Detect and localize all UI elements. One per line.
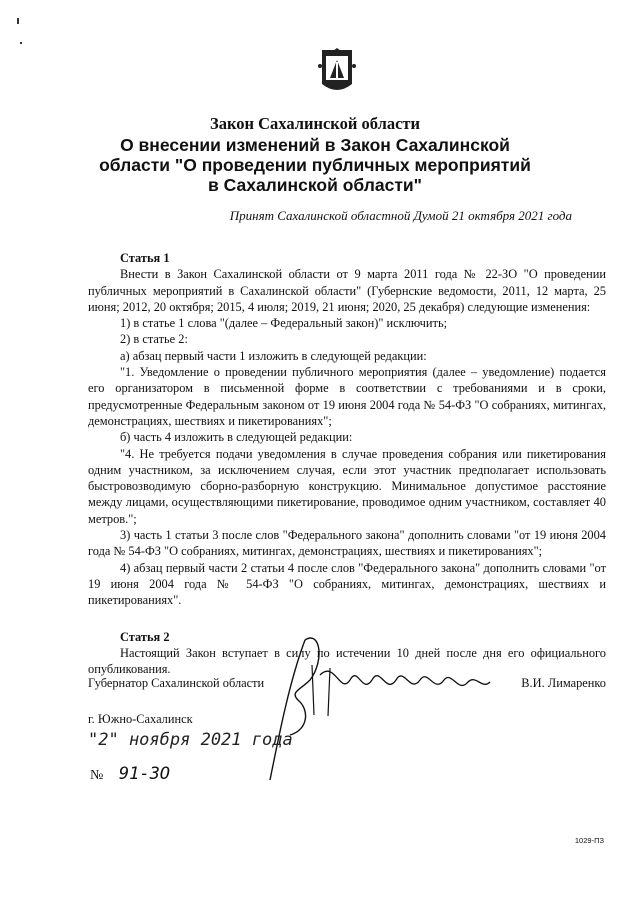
law-number-line (90, 764, 170, 784)
law-title-line-2: области "О проведении публичных мероприятий (99, 155, 531, 175)
law-body (88, 250, 606, 677)
article-1-paragraph: а) абзац первый части 1 изложить в следующей редакции: (120, 348, 427, 363)
form-code: 1029-ПЗ (574, 836, 604, 845)
article-1-paragraph: "1. Уведомление о проведении публичного мероприятия (далее – уведомление) подается его организатором в письменной форме в соответствии с требованиями и в сроки, предусмотренные Федеральным законом от 19 июня 2004 года № 54-ФЗ "О собраниях, митингах, демонстрациях, шествиях и пикетированиях"; (88, 365, 606, 428)
article-1-heading: Статья 1 (120, 251, 170, 265)
article-1-paragraph: 4) абзац первый части 2 статьи 4 после слов "Федерального закона" дополнить словами "от 19 июня 2004 года № 54-ФЗ "О собраниях, митингах, демонстрациях, шествиях и пикетированиях". (88, 560, 606, 608)
law-title-line-3: в Сахалинской области" (208, 175, 422, 195)
handwritten-signature (250, 620, 510, 790)
law-title-line-1: О внесении изменений в Закон Сахалинской (120, 135, 510, 155)
article-2-heading: Статья 2 (120, 629, 170, 644)
signer-position: Губернатор Сахалинской области (88, 676, 265, 690)
article-1-paragraph: 3) часть 1 статьи 3 после слов "Федерального закона" дополнить словами "от 19 июня 2004 года № 54-ФЗ "О собраниях, митингах, демонстрациях, шествиях и пикетированиях"; (88, 528, 606, 559)
article-1-paragraph: 1) в статье 1 слова "(далее – Федеральный закон)" исключить; (120, 316, 448, 331)
signer-name: В.И. Лимаренко (521, 676, 606, 690)
coat-of-arms-emblem (318, 44, 356, 96)
article-1-paragraph: 2) в статье 2: (120, 332, 188, 347)
handwritten-law-number: 91-ЗО (118, 764, 171, 784)
law-heading: Закон Сахалинской области (209, 114, 421, 133)
handwritten-date: "2" ноября 2021 года (88, 730, 293, 750)
article-1-paragraph: "4. Не требуется подачи уведомления в случае проведения собрания или пикетирования одним участником, за исключением случая, если этот участник предполагает использовать быстровозводимую сборно-разборную конструкцию. Минимальное допустимое расстояние между лицами, осуществляющими пикетирование, проводимое одним участником, составляет 40 метров."; (88, 446, 606, 526)
scan-marks (14, 18, 24, 48)
city-name: г. Южно-Сахалинск (88, 712, 193, 726)
adoption-note: Принят Сахалинской областной Думой 21 октября 2021 года (229, 208, 572, 223)
number-sign: № (90, 768, 104, 783)
article-1-paragraph: б) часть 4 изложить в следующей редакции: (120, 430, 353, 445)
article-2-paragraph: Настоящий Закон вступает в силу по истечении 10 дней после дня его официального опубликования. (88, 645, 606, 677)
article-1-paragraph: Внести в Закон Сахалинской области от 9 марта 2011 года № 22-ЗО "О проведении публичных мероприятий в Сахалинской области" (Губернские ведомости, 2011, 12 марта, 25 июня; 2012, 20 октября; 2015, 4 июля; 2019, 21 июня; 2020, 25 декабря) следующие изменения: (88, 267, 606, 314)
